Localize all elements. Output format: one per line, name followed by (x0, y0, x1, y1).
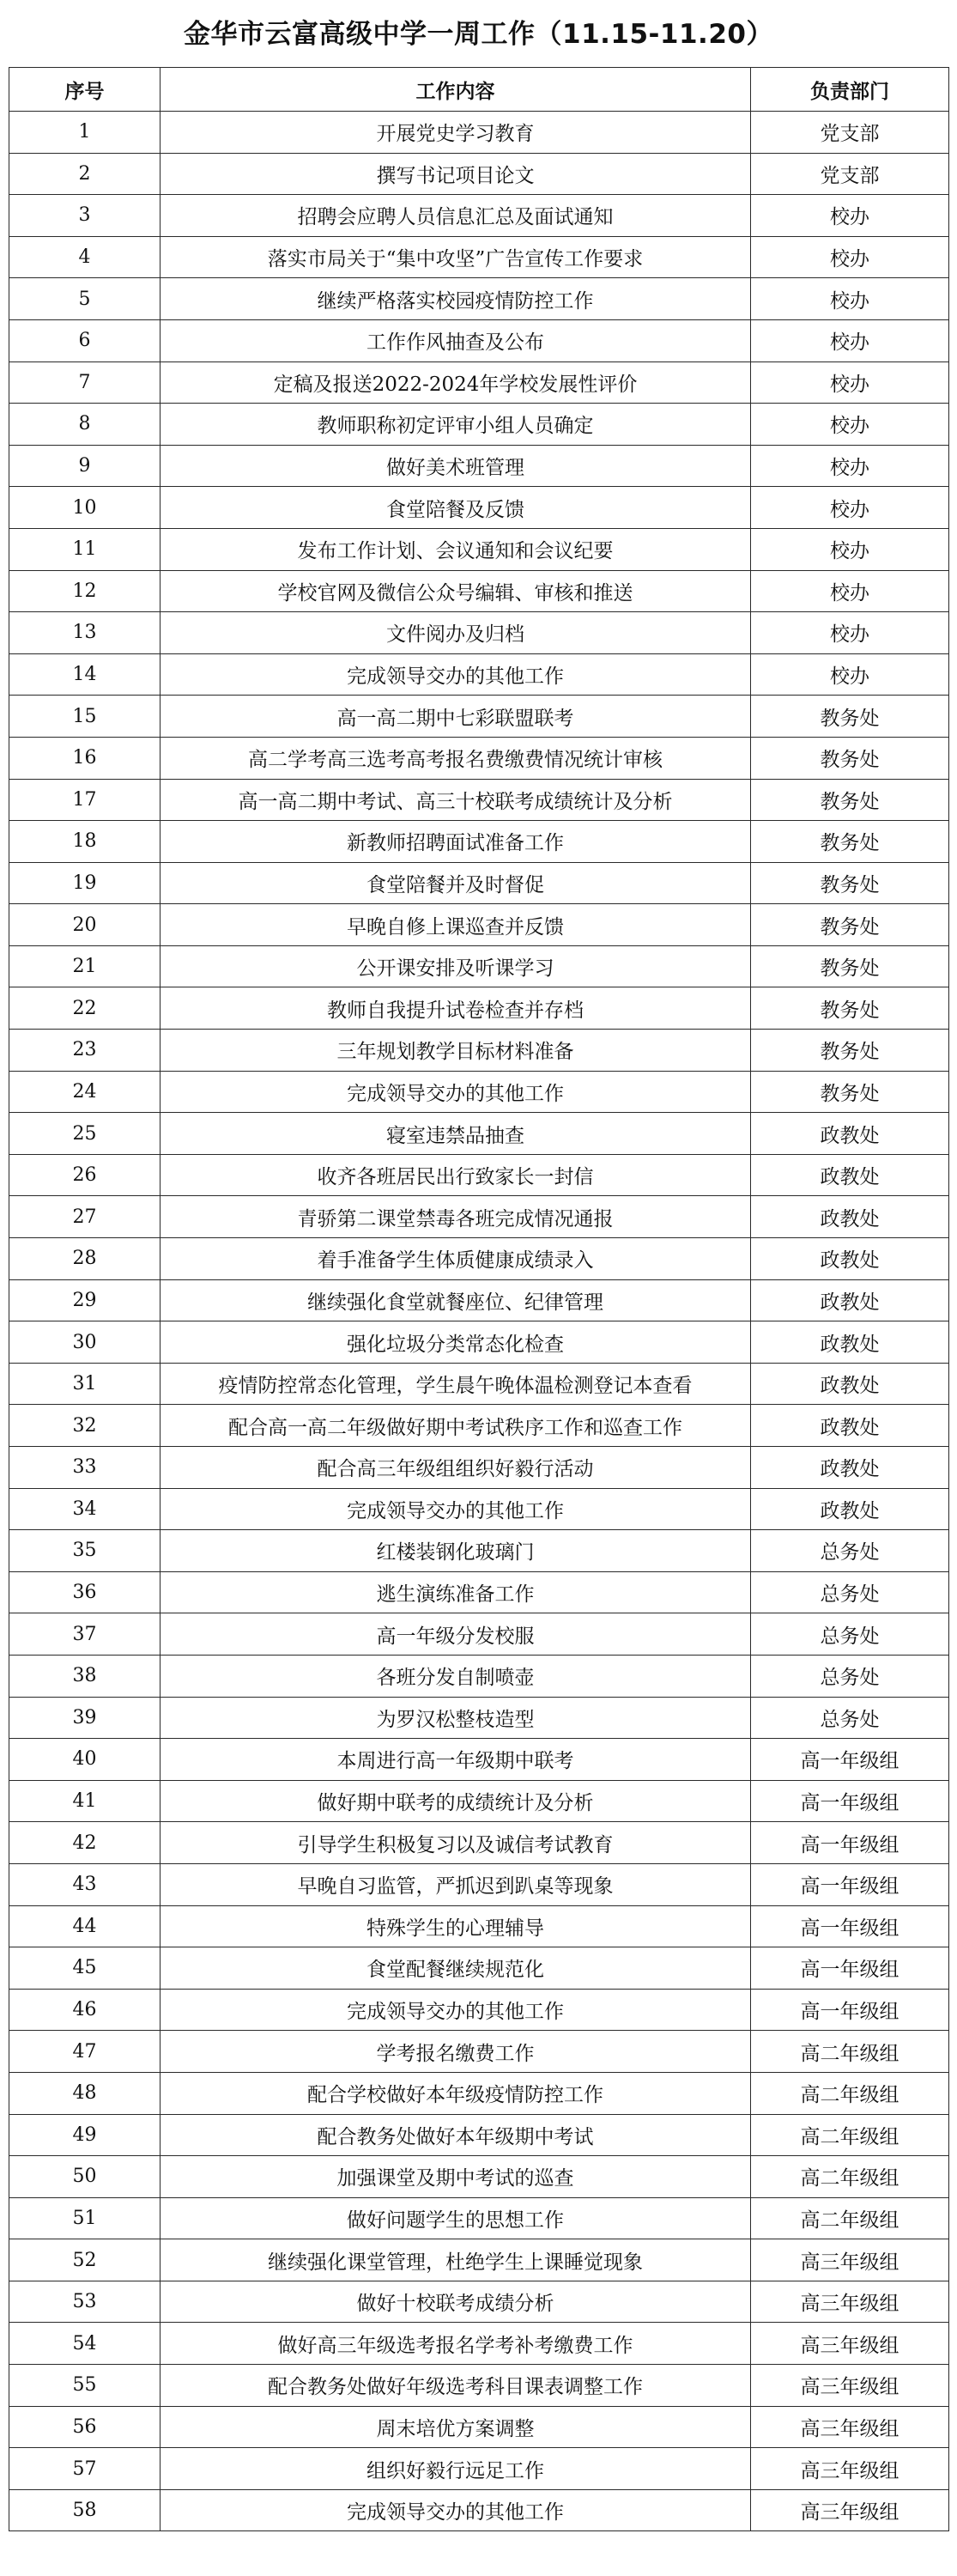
table-row (9, 1071, 949, 1113)
cell-work-content: 三年规划教学目标材料准备 (161, 1030, 751, 1072)
cell-serial-number: 52 (9, 2239, 161, 2281)
cell-work-content: 落实市局关于“集中攻坚”广告宣传工作要求 (161, 236, 751, 278)
table-row (9, 945, 949, 987)
cell-department: 教务处 (751, 904, 949, 946)
cell-work-content: 做好问题学生的思想工作 (161, 2197, 751, 2239)
cell-department: 政教处 (751, 1113, 949, 1155)
cell-work-content: 做好十校联考成绩分析 (161, 2281, 751, 2323)
cell-work-content: 继续强化课堂管理，杜绝学生上课睡觉现象 (161, 2239, 751, 2281)
cell-department: 校办 (751, 404, 949, 446)
cell-department: 高一年级组 (751, 1947, 949, 1990)
cell-serial-number: 30 (9, 1321, 161, 1364)
cell-department: 高三年级组 (751, 2281, 949, 2323)
table-row (9, 404, 949, 446)
cell-work-content: 组织好毅行远足工作 (161, 2448, 751, 2490)
cell-work-content: 寝室违禁品抽查 (161, 1113, 751, 1155)
cell-work-content: 早晚自习监管，严抓迟到趴桌等现象 (161, 1863, 751, 1905)
cell-work-content: 加强课堂及期中考试的巡查 (161, 2156, 751, 2198)
cell-department: 高一年级组 (751, 1739, 949, 1781)
cell-work-content: 继续强化食堂就餐座位、纪律管理 (161, 1279, 751, 1321)
cell-serial-number: 25 (9, 1113, 161, 1155)
cell-work-content: 特殊学生的心理辅导 (161, 1905, 751, 1947)
table-row (9, 1571, 949, 1613)
cell-work-content: 教师自我提升试卷检查并存档 (161, 987, 751, 1030)
cell-department: 教务处 (751, 987, 949, 1030)
cell-serial-number: 1 (9, 112, 161, 154)
cell-serial-number: 45 (9, 1947, 161, 1990)
cell-work-content: 高一年级分发校服 (161, 1613, 751, 1656)
header-work-content: 工作内容 (161, 68, 751, 112)
table-row (9, 1739, 949, 1781)
cell-department: 校办 (751, 319, 949, 361)
cell-serial-number: 14 (9, 653, 161, 696)
document-title: 金华市云富高级中学一周工作（11.15-11.20） (184, 19, 773, 50)
cell-work-content: 周末培优方案调整 (161, 2406, 751, 2448)
cell-department: 政教处 (751, 1488, 949, 1530)
cell-work-content: 学校官网及微信公众号编辑、审核和推送 (161, 570, 751, 612)
table-row (9, 2156, 949, 2198)
cell-serial-number: 41 (9, 1780, 161, 1822)
cell-work-content: 新教师招聘面试准备工作 (161, 821, 751, 863)
cell-department: 总务处 (751, 1571, 949, 1613)
table-row (9, 737, 949, 779)
cell-serial-number: 27 (9, 1196, 161, 1238)
cell-serial-number: 13 (9, 612, 161, 654)
table-row (9, 1947, 949, 1990)
cell-work-content: 本周进行高一年级期中联考 (161, 1739, 751, 1781)
cell-serial-number: 22 (9, 987, 161, 1030)
cell-department: 高一年级组 (751, 1822, 949, 1864)
cell-serial-number: 37 (9, 1613, 161, 1656)
cell-department: 教务处 (751, 1071, 949, 1113)
table-row (9, 2323, 949, 2365)
table-row (9, 2489, 949, 2531)
cell-serial-number: 29 (9, 1279, 161, 1321)
table-row (9, 2406, 949, 2448)
table-row (9, 112, 949, 154)
cell-work-content: 继续严格落实校园疫情防控工作 (161, 278, 751, 320)
cell-department: 党支部 (751, 112, 949, 154)
table-row (9, 2365, 949, 2407)
cell-serial-number: 11 (9, 528, 161, 570)
cell-department: 校办 (751, 361, 949, 404)
table-row (9, 1154, 949, 1196)
cell-serial-number: 34 (9, 1488, 161, 1530)
table-row (9, 1822, 949, 1864)
cell-work-content: 做好期中联考的成绩统计及分析 (161, 1780, 751, 1822)
cell-serial-number: 55 (9, 2365, 161, 2407)
table-row (9, 1321, 949, 1364)
cell-work-content: 食堂配餐继续规范化 (161, 1947, 751, 1990)
cell-serial-number: 23 (9, 1030, 161, 1072)
cell-serial-number: 18 (9, 821, 161, 863)
cell-work-content: 为罗汉松整枝造型 (161, 1697, 751, 1739)
table-row (9, 779, 949, 821)
cell-serial-number: 46 (9, 1989, 161, 2031)
cell-department: 教务处 (751, 1030, 949, 1072)
cell-serial-number: 9 (9, 445, 161, 487)
cell-department: 校办 (751, 195, 949, 237)
cell-serial-number: 50 (9, 2156, 161, 2198)
cell-department: 教务处 (751, 945, 949, 987)
cell-department: 高三年级组 (751, 2448, 949, 2490)
cell-serial-number: 3 (9, 195, 161, 237)
cell-department: 政教处 (751, 1447, 949, 1489)
cell-department: 高二年级组 (751, 2114, 949, 2156)
table-row (9, 278, 949, 320)
cell-department: 政教处 (751, 1154, 949, 1196)
header-serial-number: 序号 (9, 68, 161, 112)
table-row (9, 1989, 949, 2031)
table-row (9, 1447, 949, 1489)
cell-serial-number: 58 (9, 2489, 161, 2531)
table-row (9, 1363, 949, 1405)
cell-serial-number: 43 (9, 1863, 161, 1905)
cell-department: 总务处 (751, 1655, 949, 1697)
cell-department: 高三年级组 (751, 2406, 949, 2448)
cell-department: 高三年级组 (751, 2489, 949, 2531)
table-row (9, 2072, 949, 2114)
cell-work-content: 红楼装钢化玻璃门 (161, 1530, 751, 1572)
cell-work-content: 工作作风抽查及公布 (161, 319, 751, 361)
table-row (9, 1405, 949, 1447)
cell-work-content: 开展党史学习教育 (161, 112, 751, 154)
cell-serial-number: 31 (9, 1363, 161, 1405)
table-row (9, 361, 949, 404)
table-row (9, 236, 949, 278)
cell-work-content: 教师职称初定评审小组人员确定 (161, 404, 751, 446)
cell-department: 校办 (751, 612, 949, 654)
table-row (9, 653, 949, 696)
table-row (9, 570, 949, 612)
table-row (9, 987, 949, 1030)
cell-serial-number: 26 (9, 1154, 161, 1196)
cell-serial-number: 12 (9, 570, 161, 612)
table-row (9, 1863, 949, 1905)
cell-department: 总务处 (751, 1697, 949, 1739)
cell-serial-number: 16 (9, 737, 161, 779)
cell-department: 教务处 (751, 779, 949, 821)
cell-work-content: 强化垃圾分类常态化检查 (161, 1321, 751, 1364)
cell-work-content: 青骄第二课堂禁毒各班完成情况通报 (161, 1196, 751, 1238)
table-row (9, 1613, 949, 1656)
cell-department: 校办 (751, 487, 949, 529)
cell-work-content: 公开课安排及听课学习 (161, 945, 751, 987)
table-row (9, 1279, 949, 1321)
cell-serial-number: 56 (9, 2406, 161, 2448)
cell-work-content: 完成领导交办的其他工作 (161, 1488, 751, 1530)
table-row (9, 2031, 949, 2073)
cell-serial-number: 47 (9, 2031, 161, 2073)
table-row (9, 2448, 949, 2490)
cell-department: 总务处 (751, 1613, 949, 1656)
cell-department: 政教处 (751, 1321, 949, 1364)
cell-serial-number: 24 (9, 1071, 161, 1113)
table-row (9, 904, 949, 946)
cell-serial-number: 17 (9, 779, 161, 821)
cell-serial-number: 32 (9, 1405, 161, 1447)
cell-serial-number: 2 (9, 153, 161, 195)
cell-work-content: 文件阅办及归档 (161, 612, 751, 654)
cell-department: 校办 (751, 528, 949, 570)
table-row (9, 2197, 949, 2239)
cell-serial-number: 5 (9, 278, 161, 320)
cell-serial-number: 28 (9, 1238, 161, 1280)
cell-serial-number: 6 (9, 319, 161, 361)
table-row (9, 1030, 949, 1072)
cell-department: 政教处 (751, 1238, 949, 1280)
cell-work-content: 完成领导交办的其他工作 (161, 1989, 751, 2031)
table-row (9, 821, 949, 863)
cell-work-content: 食堂陪餐及反馈 (161, 487, 751, 529)
cell-serial-number: 42 (9, 1822, 161, 1864)
cell-serial-number: 51 (9, 2197, 161, 2239)
table-row (9, 319, 949, 361)
table-row (9, 1697, 949, 1739)
table-row (9, 1488, 949, 1530)
cell-department: 高一年级组 (751, 1905, 949, 1947)
table-row (9, 1113, 949, 1155)
cell-work-content: 配合教务处做好本年级期中考试 (161, 2114, 751, 2156)
cell-department: 教务处 (751, 821, 949, 863)
cell-serial-number: 49 (9, 2114, 161, 2156)
cell-work-content: 引导学生积极复习以及诚信考试教育 (161, 1822, 751, 1864)
cell-work-content: 高二学考高三选考高考报名费缴费情况统计审核 (161, 737, 751, 779)
cell-work-content: 完成领导交办的其他工作 (161, 653, 751, 696)
cell-serial-number: 36 (9, 1571, 161, 1613)
cell-serial-number: 40 (9, 1739, 161, 1781)
cell-department: 高一年级组 (751, 1989, 949, 2031)
cell-department: 高三年级组 (751, 2323, 949, 2365)
table-row (9, 1196, 949, 1238)
cell-department: 教务处 (751, 696, 949, 738)
cell-work-content: 食堂陪餐并及时督促 (161, 862, 751, 904)
cell-work-content: 学考报名缴费工作 (161, 2031, 751, 2073)
cell-work-content: 配合高一高二年级做好期中考试秩序工作和巡查工作 (161, 1405, 751, 1447)
cell-serial-number: 21 (9, 945, 161, 987)
table-row (9, 2114, 949, 2156)
cell-department: 总务处 (751, 1530, 949, 1572)
cell-serial-number: 15 (9, 696, 161, 738)
header-row (9, 68, 949, 112)
cell-department: 高二年级组 (751, 2156, 949, 2198)
cell-serial-number: 10 (9, 487, 161, 529)
table-row (9, 612, 949, 654)
weekly-work-table (9, 67, 949, 2531)
cell-work-content: 招聘会应聘人员信息汇总及面试通知 (161, 195, 751, 237)
cell-department: 校办 (751, 653, 949, 696)
cell-serial-number: 4 (9, 236, 161, 278)
cell-serial-number: 8 (9, 404, 161, 446)
cell-work-content: 着手准备学生体质健康成绩录入 (161, 1238, 751, 1280)
cell-work-content: 高一高二期中七彩联盟联考 (161, 696, 751, 738)
table-row (9, 1238, 949, 1280)
table-row (9, 153, 949, 195)
cell-department: 教务处 (751, 862, 949, 904)
cell-department: 政教处 (751, 1363, 949, 1405)
cell-serial-number: 7 (9, 361, 161, 404)
cell-work-content: 做好高三年级选考报名学考补考缴费工作 (161, 2323, 751, 2365)
cell-work-content: 完成领导交办的其他工作 (161, 2489, 751, 2531)
cell-serial-number: 35 (9, 1530, 161, 1572)
cell-department: 政教处 (751, 1405, 949, 1447)
cell-work-content: 逃生演练准备工作 (161, 1571, 751, 1613)
cell-department: 教务处 (751, 737, 949, 779)
cell-department: 政教处 (751, 1196, 949, 1238)
cell-work-content: 完成领导交办的其他工作 (161, 1071, 751, 1113)
cell-serial-number: 44 (9, 1905, 161, 1947)
header-department: 负责部门 (751, 68, 949, 112)
cell-department: 校办 (751, 236, 949, 278)
cell-serial-number: 19 (9, 862, 161, 904)
cell-work-content: 撰写书记项目论文 (161, 153, 751, 195)
cell-serial-number: 54 (9, 2323, 161, 2365)
cell-work-content: 配合教务处做好年级选考科目课表调整工作 (161, 2365, 751, 2407)
cell-work-content: 高一高二期中考试、高三十校联考成绩统计及分析 (161, 779, 751, 821)
cell-department: 高一年级组 (751, 1863, 949, 1905)
table-header (9, 68, 949, 112)
table-row (9, 862, 949, 904)
table-row (9, 2281, 949, 2323)
cell-department: 高三年级组 (751, 2365, 949, 2407)
cell-work-content: 疫情防控常态化管理，学生晨午晚体温检测登记本查看 (161, 1363, 751, 1405)
table-row (9, 696, 949, 738)
cell-work-content: 定稿及报送2022-2024年学校发展性评价 (161, 361, 751, 404)
cell-work-content: 收齐各班居民出行致家长一封信 (161, 1154, 751, 1196)
cell-serial-number: 48 (9, 2072, 161, 2114)
table-row (9, 1780, 949, 1822)
cell-department: 高一年级组 (751, 1780, 949, 1822)
table-row (9, 528, 949, 570)
cell-department: 高二年级组 (751, 2072, 949, 2114)
cell-serial-number: 57 (9, 2448, 161, 2490)
cell-work-content: 配合学校做好本年级疫情防控工作 (161, 2072, 751, 2114)
cell-work-content: 配合高三年级组组织好毅行活动 (161, 1447, 751, 1489)
cell-department: 校办 (751, 278, 949, 320)
table-row (9, 1905, 949, 1947)
cell-work-content: 早晚自修上课巡查并反馈 (161, 904, 751, 946)
cell-department: 高二年级组 (751, 2197, 949, 2239)
cell-serial-number: 53 (9, 2281, 161, 2323)
cell-department: 高三年级组 (751, 2239, 949, 2281)
cell-work-content: 各班分发自制喷壶 (161, 1655, 751, 1697)
cell-serial-number: 38 (9, 1655, 161, 1697)
cell-work-content: 做好美术班管理 (161, 445, 751, 487)
cell-department: 政教处 (751, 1279, 949, 1321)
table-row (9, 487, 949, 529)
table-row (9, 445, 949, 487)
table-row (9, 2239, 949, 2281)
cell-department: 高二年级组 (751, 2031, 949, 2073)
cell-department: 党支部 (751, 153, 949, 195)
cell-department: 校办 (751, 445, 949, 487)
table-body (9, 112, 949, 2531)
table-row (9, 1530, 949, 1572)
table-row (9, 1655, 949, 1697)
cell-serial-number: 39 (9, 1697, 161, 1739)
cell-work-content: 发布工作计划、会议通知和会议纪要 (161, 528, 751, 570)
cell-department: 校办 (751, 570, 949, 612)
cell-serial-number: 20 (9, 904, 161, 946)
cell-serial-number: 33 (9, 1447, 161, 1489)
table-row (9, 195, 949, 237)
